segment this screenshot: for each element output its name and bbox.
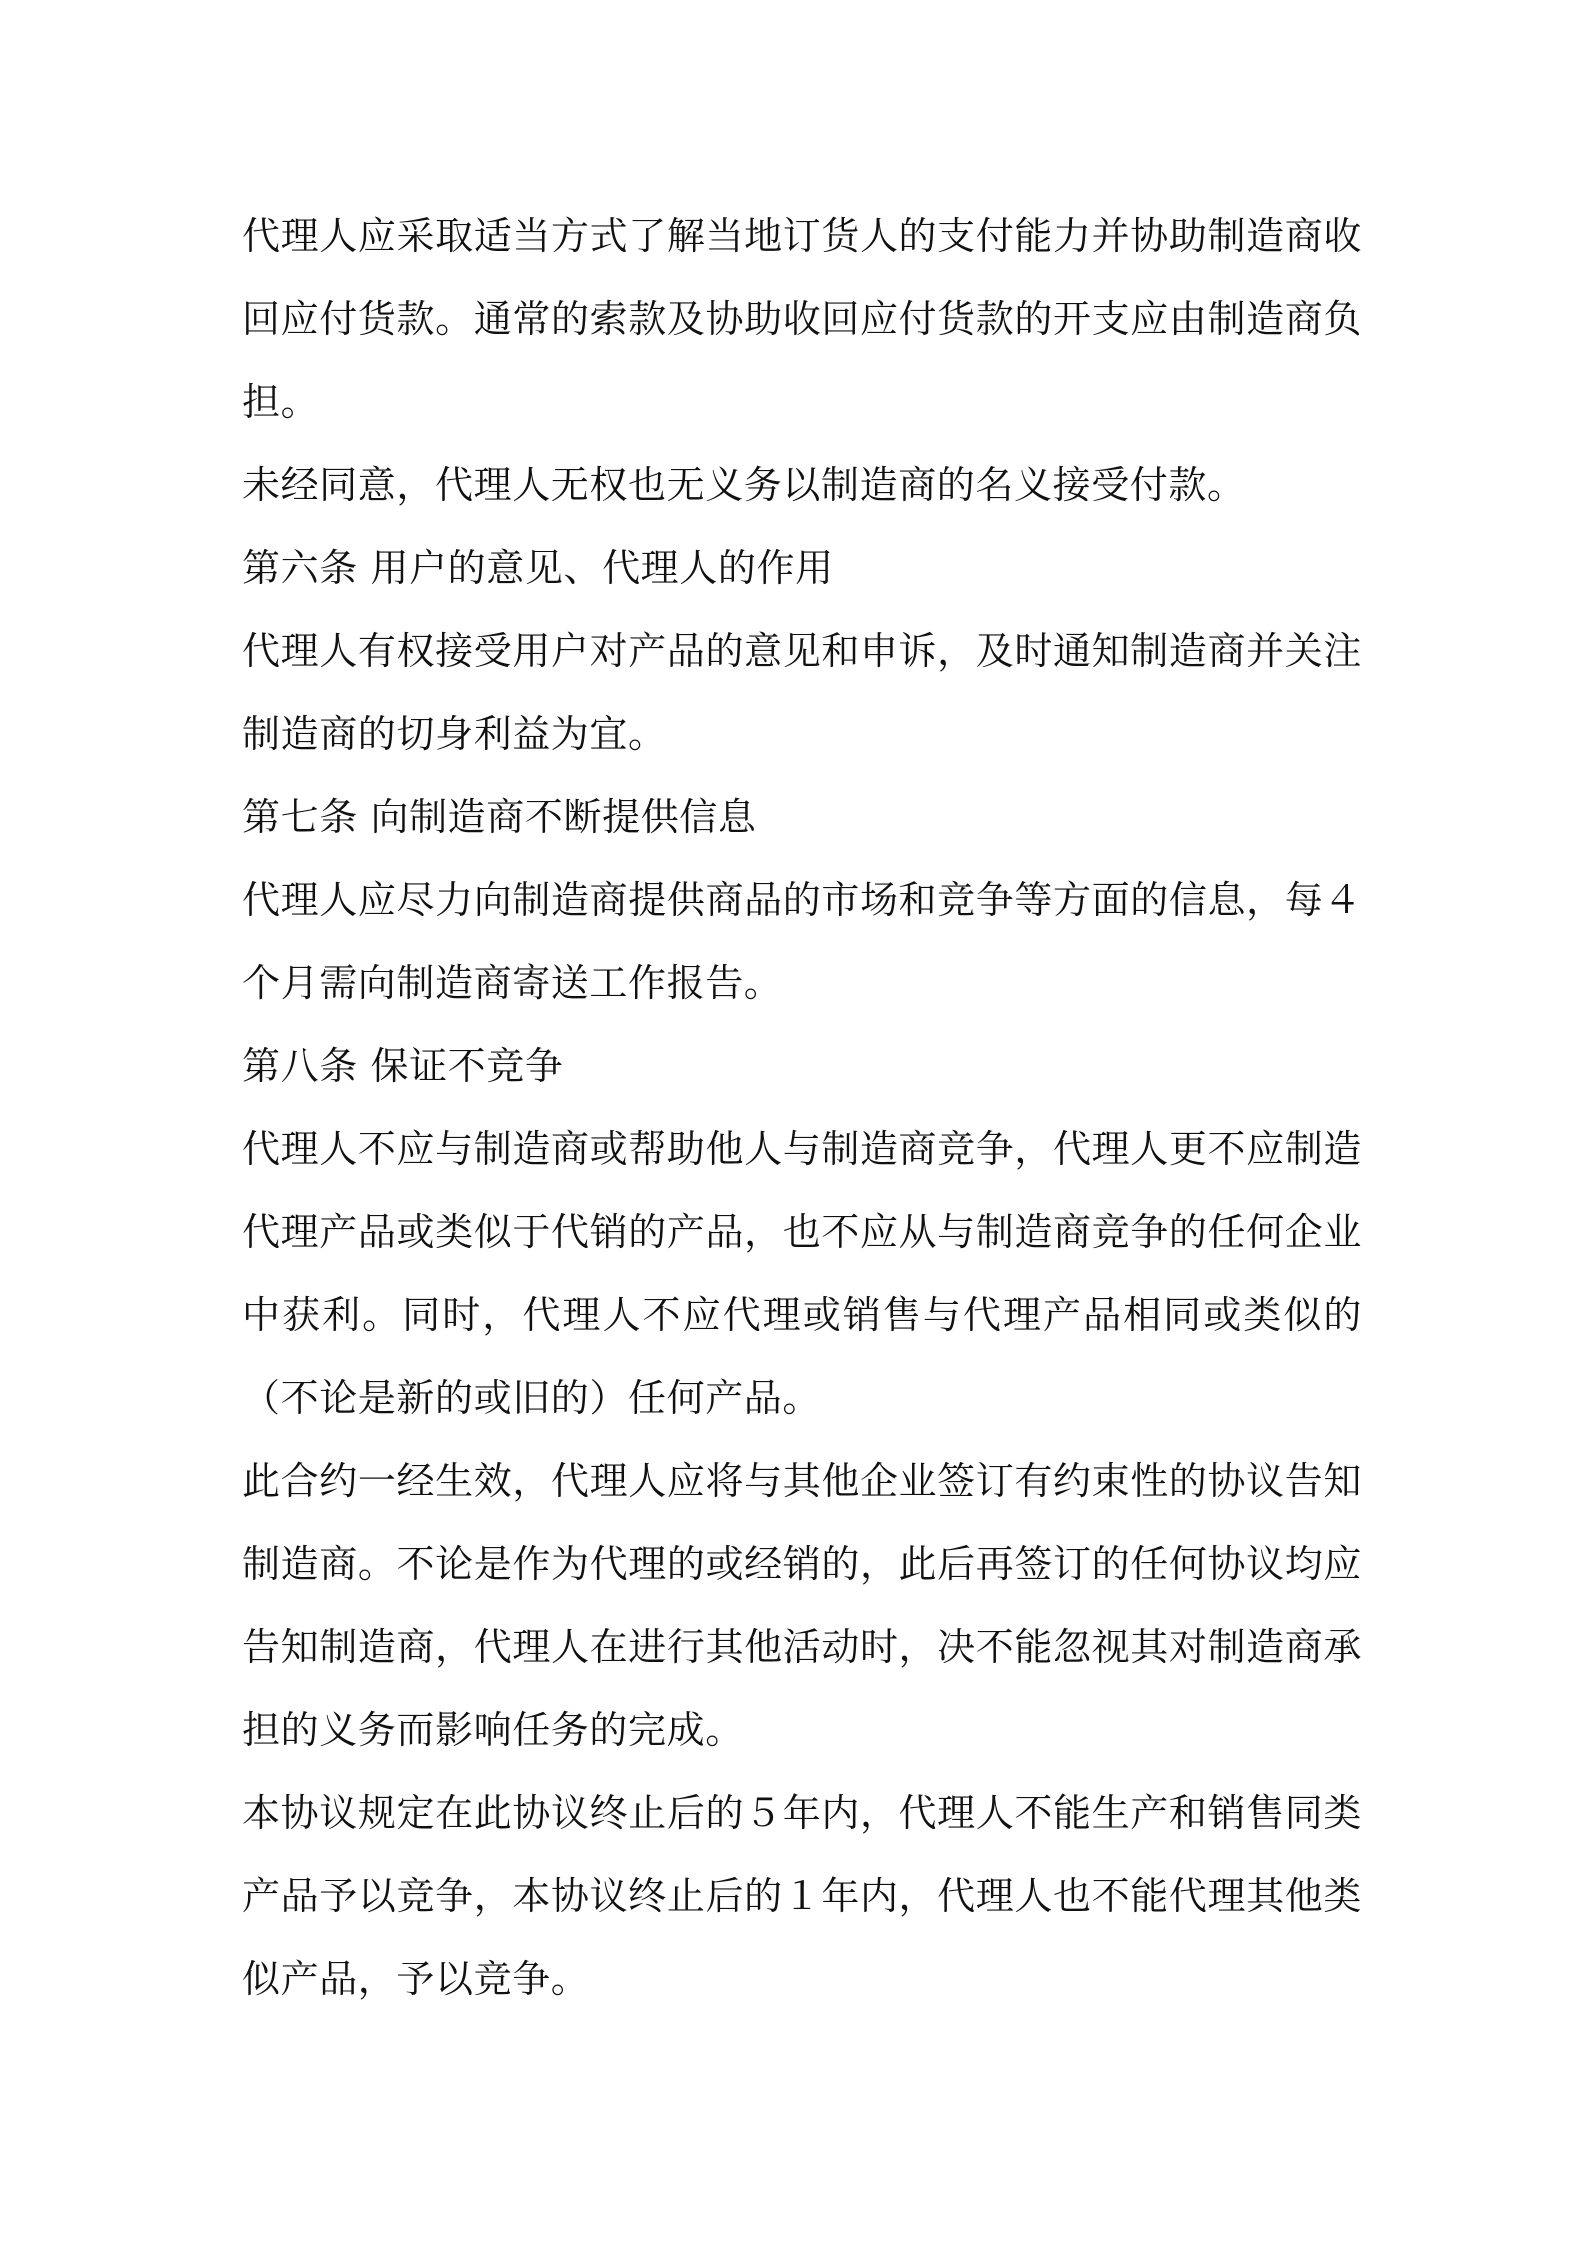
paragraph-payment-collection: 代理人应采取适当方式了解当地订货人的支付能力并协助制造商收回应付货款。通常的索款及协助收回应付货款的开支应由制造商负担。 (242, 214, 1362, 424)
paragraph-post-termination: 本协议规定在此协议终止后的５年内，代理人不能生产和销售同类产品予以竞争，本协议终止后的１年内，代理人也不能代理其他类似产品，予以竞争。 (242, 1791, 1362, 2001)
document-body (242, 195, 1362, 2021)
article-6-heading: 第六条 用户的意见、代理人的作用 (242, 546, 834, 590)
paragraph-non-compete: 代理人不应与制造商或帮助他人与制造商竞争，代理人更不应制造代理产品或类似于代销的产品，也不应从与制造商竞争的任何企业中获利。同时，代理人不应代理或销售与代理产品相同或类似的（不论是新的或旧的）任何产品。 (242, 1127, 1362, 1420)
paragraph-market-info: 代理人应尽力向制造商提供商品的市场和竞争等方面的信息，每４个月需向制造商寄送工作报告。 (242, 878, 1362, 1005)
article-7-heading: 第七条 向制造商不断提供信息 (242, 795, 757, 839)
paragraph-user-feedback: 代理人有权接受用户对产品的意见和申诉，及时通知制造商并关注制造商的切身利益为宜。 (242, 629, 1362, 756)
paragraph-no-payment-authority: 未经同意，代理人无权也无义务以制造商的名义接受付款。 (242, 463, 1246, 507)
article-8-heading: 第八条 保证不竞争 (242, 1044, 564, 1088)
paragraph-disclose-agreements: 此合约一经生效，代理人应将与其他企业签订有约束性的协议告知制造商。不论是作为代理的或经销的，此后再签订的任何协议均应告知制造商，代理人在进行其他活动时，决不能忽视其对制造商承担的义务而影响任务的完成。 (242, 1459, 1362, 1752)
